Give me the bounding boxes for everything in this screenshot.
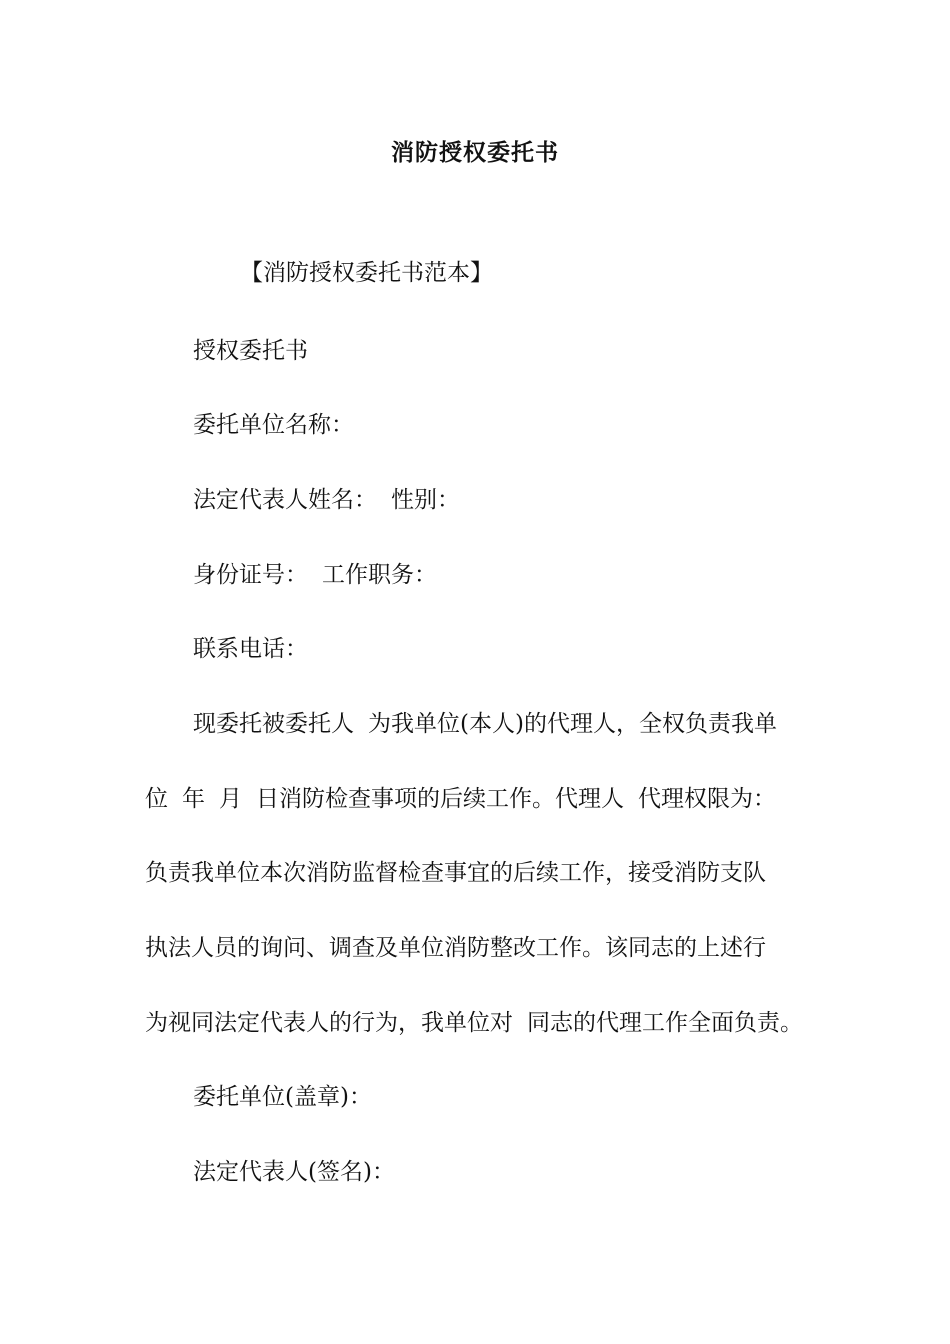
body-line-1	[193, 709, 777, 739]
body-line-2	[145, 784, 776, 814]
body-line-3: 负责我单位本次消防监督检查事宜的后续工作，接受消防支队	[145, 860, 766, 886]
body-line-5	[145, 1008, 803, 1038]
field-job-title: 工作职务：	[322, 562, 437, 588]
body-line-1b: 为我单位(本人)的代理人，全权负责我单	[368, 711, 777, 737]
body-line-2e: 代理权限为：	[638, 786, 776, 812]
field-phone: 联系电话：	[193, 636, 308, 662]
body-line-2c: 月	[219, 786, 242, 812]
body-line-5b: 同志的代理工作全面负责。	[527, 1010, 803, 1036]
field-row-legal-rep	[193, 485, 460, 515]
signature-unit-seal: 委托单位(盖章)：	[193, 1084, 372, 1110]
body-line-2b: 年	[182, 786, 205, 812]
signature-legal-rep: 法定代表人(签名)：	[193, 1159, 395, 1185]
field-legal-rep-name: 法定代表人姓名：	[193, 487, 377, 513]
body-line-2a: 位	[145, 786, 168, 812]
document-title: 消防授权委托书	[391, 139, 559, 166]
field-row-id	[193, 560, 437, 590]
document-heading: 授权委托书	[193, 338, 308, 364]
body-line-2d: 日消防检查事项的后续工作。代理人	[256, 786, 624, 812]
body-line-5a: 为视同法定代表人的行为，我单位对	[145, 1010, 513, 1036]
body-line-4: 执法人员的询问、调查及单位消防整改工作。该同志的上述行	[145, 935, 766, 961]
field-gender: 性别：	[391, 487, 460, 513]
field-id-number: 身份证号：	[193, 562, 308, 588]
body-line-1a: 现委托被委托人	[193, 711, 354, 737]
field-entrust-unit-name: 委托单位名称：	[193, 412, 354, 438]
document-subtitle: 【消防授权委托书范本】	[240, 260, 493, 286]
